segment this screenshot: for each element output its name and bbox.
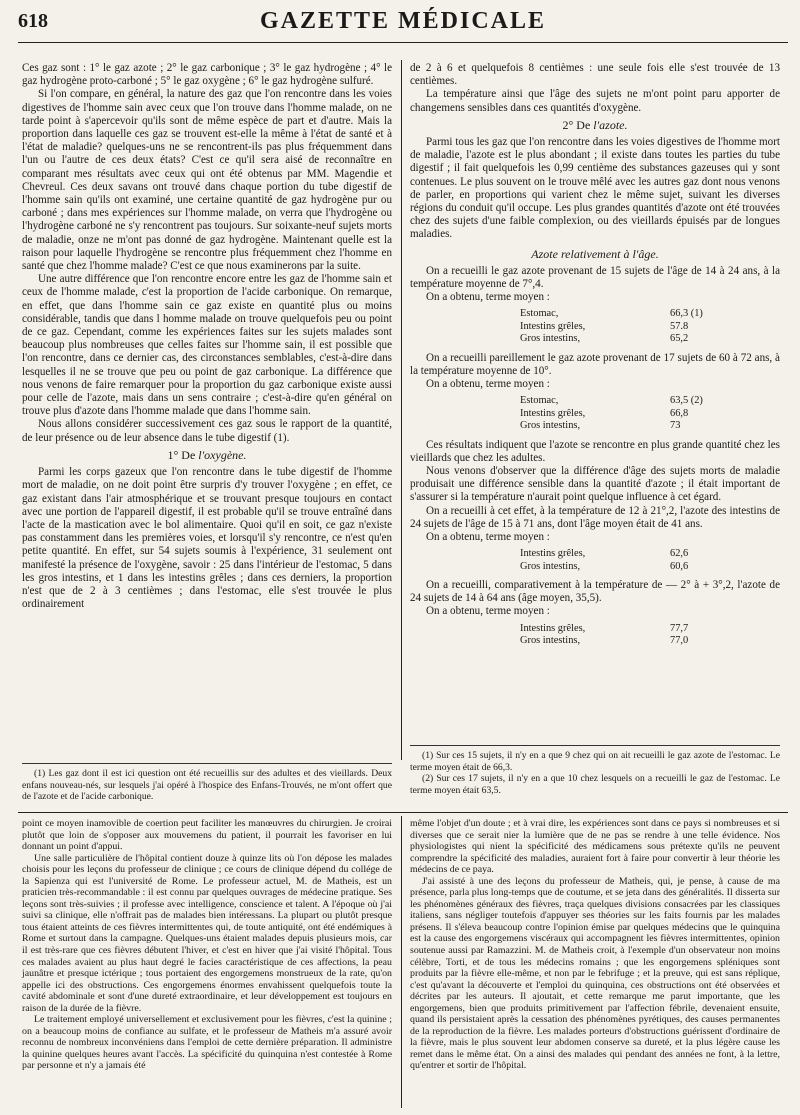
lower-left-column bbox=[22, 818, 392, 1072]
paragraph: Parmi les corps gazeux que l'on rencontre dans le tube digestif de l'homme mort de maladie, on ne doit point être surpris d'y trouver l'oxygène ; en effet, ce gaz existant dans l'air atmosphérique et se trouvant presque toujours en contact avec une portion de l'appareil digestif, il est probable qu'il se trouve entraîné dans l'acte de la mastication avec le bol alimentaire. Quoi qu'il en soit, ce gaz n'existe pas constamment dans les premières voies, et lorsqu'il s'y rencontre, ce n'est qu'en petite quantité. En effet, sur 54 sujets soumis à l'expérience, 31 seulement ont manifesté la présence de l'oxygène, savoir : 25 dans l'intérieur de l'estomac, 5 dans les gros intestins, et 1 dans les intestins grêles ; dans ces derniers, la proportion n'est que de 2 à 3 centièmes ; dans l'estomac, elle s'est trouvée le plus ordinairement bbox=[22, 466, 392, 611]
data-table-4 bbox=[520, 623, 780, 648]
paragraph: J'ai assisté à une des leçons du professeur de Matheis, qui, je pense, à cause de ma présence, parla plus long-temps que de coutume, et se jeta dans des généralités. Il disserta sur les phénomènes généraux des fièvres, traça quelques divisions consacrées par les classiques italiens, sans négliger toutefois d'appuyer ses théories sur les faits fournis par les malades présens. Il s'éleva beaucoup contre l'opinion émise par quelques médecins que le quinquina est la cause des engorgemens viscéraux qui accompagnent les fièvres intermittentes, opinion soutenue aussi par Ramazzini. M. de Matheis croit, à l'exemple d'un observateur non moins célèbre, Torti, et de tous les médecins romains ; que les engorgemens spléniques sont produits par la fièvre elle-même, et non par le febrifuge ; et la preuve, qui est sans réplique, c'est qu'avant la découverte et l'emploi du quinquina, ces obstructions ont été observées et décrites par les auteurs. Il ajoutait, et cette remarque me parut importante, que les engorgemens, bien que produits primitivement par l'affection fébrile, devenaient ensuite, quand ils persistaient après la cessation des phénomènes pyrétiques, des causes permanentes de la reproduction de la fièvre. Les malades porteurs d'obstructions guérissent d'ordinaire de la fièvre, mais le plus souvent leur abdomen conserve sa dureté, et la plus légère cause les remet dans le même état. On a ainsi des malades qui pendant des années ne font, à la lettre, qu'entrer et sortir de l'hôpital. bbox=[410, 875, 780, 1072]
data-table-3 bbox=[520, 548, 780, 573]
table-row: Gros intestins, 65,2 bbox=[520, 333, 689, 345]
paragraph: Le traitement employé universellement et exclusivement pour les fièvres, c'est la quinine ; on a beaucoup moins de confiance au sulfate, et le professeur de Matheis m'a assuré avoir reconnu de nombreux inconvéniens dans l'emploi de cette dernière préparation. Il administre la quinine quelques heures avant l'accès. La spécificité du quinquina n'est contestée à Rome par personne et n'y a jamais été bbox=[22, 1014, 392, 1072]
paragraph: Nous venons d'observer que la différence d'âge des sujets morts de maladie produisait une différence sensible dans la quantité d'azote ; il était important de s'assurer si la température n'aurait point quelque influence à cet égard. bbox=[410, 464, 780, 504]
section-rule bbox=[18, 812, 788, 813]
paragraph: Ces résultats indiquent que l'azote se rencontre en plus grande quantité chez les vieillards que chez les adultes. bbox=[410, 438, 780, 464]
paragraph: même l'objet d'un doute ; et à vrai dire, les expériences sont dans ce pays si nombreuses et si diverses que ce serait nier la lumière que de ne pas se rendre à une telle évidence. Nos physiologistes qui nient la spécificité des médicamens sous prétexte qu'ils ne peuvent comprendre la spécificité des maladies, auraient fort à faire pour convertir à leur théorie les médecins de ce paya. bbox=[410, 818, 780, 876]
table-row: Estomac, 63,5 (2) bbox=[520, 395, 703, 407]
section-heading-oxygen: 1° De l'oxygène. bbox=[167, 447, 247, 462]
table-row: Intestins grêles, 62,6 bbox=[520, 548, 689, 560]
footnote-text: (1) Les gaz dont il est ici question ont été recueillis sur des adultes et des vieillards. Deux enfans nouveau-nés, sur lesquels j'ai opéré à l'hospice des Enfans-Trouvés, ne m'ont offert que de l'azote et de l'acide carbonique. bbox=[22, 768, 392, 803]
section-heading-azote: 2° De l'azote. bbox=[562, 117, 628, 132]
data-table-2 bbox=[520, 395, 780, 432]
right-column bbox=[410, 62, 780, 653]
lower-right-column bbox=[410, 818, 780, 1072]
left-column bbox=[22, 62, 392, 611]
paragraph: de 2 à 6 et quelquefois 8 centièmes : une seule fois elle s'est trouvée de 13 centièmes. bbox=[410, 62, 780, 88]
paragraph: La température ainsi que l'âge des sujets ne m'ont point paru apporter de changemens sensibles dans ces quantités d'oxygène. bbox=[410, 88, 780, 114]
data-table-1 bbox=[520, 308, 780, 345]
table-row: Intestins grêles, 77,7 bbox=[520, 622, 689, 634]
paragraph: Ces gaz sont : 1° le gaz azote ; 2° le gaz carbonique ; 3° le gaz hydrogène ; 4° le gaz hydrogène proto-carboné ; 5° le gaz oxygène ; 6° le gaz hydrogène sulfuré. bbox=[22, 62, 392, 88]
paragraph: Une salle particulière de l'hôpital contient douze à quinze lits où l'on dépose les malades choisis pour les leçons du professeur de clinique ; ce cours de clinique dépend du collége de la Sapienza qui est l'université de Rome. Le professeur actuel, M. de Matheis, est un praticien très-recommandable : il est connu par quelques ouvrages de médecine pratique. Ses leçons sont très-suivies ; il professe avec intelligence, conscience et talent. A l'époque où j'ai suivi sa clinique, elle n'offrait pas de malades bien intéressans. La plupart ou plutôt presque tous étaient atteints de ces fièvres intermittentes qui, de toute antiquité, ont été endémiques à Rome et surtout dans la campagne. Quelques-uns étaient malades depuis plusieurs mois, car il est très-rare que ces fièvres débutent l'hiver, et c'est en hiver que j'ai visité l'hôpital. Tous ces malades avaient au plus haut degré le facies caractéristique de ces affections, la peau jaunâtre et presque ictérique ; tous portaient des engorgemens monstrueux de la rate, qu'on appelle ici des obstructions. Ces engorgemens énormes envahissent quelquefois toute la cavité abdominale et sont d'une dureté extraordinaire, et leur développement est toujours en raison de la durée de la fièvre. bbox=[22, 852, 392, 1014]
paragraph: On a recueilli pareillement le gaz azote provenant de 17 sujets de 60 à 72 ans, à la température moyenne de 10°. bbox=[410, 351, 780, 377]
paragraph: On a recueilli, comparativement à la température de — 2° à + 3°,2, l'azote de 24 sujets de 14 à 64 ans (âge moyen, 35,5). bbox=[410, 578, 780, 605]
paragraph: On a recueilli à cet effet, à la température de 12 à 21°,2, l'azote des intestins de 24 sujets de l'âge de 15 à 71 ans, dont l'âge moyen était de 41 ans. bbox=[410, 504, 780, 530]
table-row: Intestins grêles, 66,8 bbox=[520, 407, 689, 419]
footnote-rule-left bbox=[22, 763, 392, 764]
footnote-text: (2) Sur ces 17 sujets, il n'y en a que 10 chez lesquels on a recueilli le gaz de l'estomac. Le terme moyen était 63,5. bbox=[410, 773, 780, 796]
page-header bbox=[18, 6, 788, 40]
paragraph: On a obtenu, terme moyen : bbox=[426, 530, 550, 543]
paragraph: On a recueilli le gaz azote provenant de 15 sujets de l'âge de 14 à 24 ans, à la température moyenne de 7°,4. bbox=[410, 264, 780, 291]
paragraph: On a obtenu, terme moyen : bbox=[426, 291, 550, 304]
paragraph: On a obtenu, terme moyen : bbox=[426, 378, 550, 391]
header-rule bbox=[18, 42, 788, 43]
table-row: Gros intestins, 77,0 bbox=[520, 634, 689, 646]
table-row: Gros intestins, 60,6 bbox=[520, 560, 689, 572]
column-divider-upper bbox=[401, 60, 402, 760]
column-divider-lower bbox=[401, 816, 402, 1108]
table-row: Gros intestins, 73 bbox=[520, 420, 681, 432]
paragraph: On a obtenu, terme moyen : bbox=[426, 605, 550, 618]
footnote-rule-right bbox=[410, 745, 780, 746]
table-row: Estomac, 66,3 (1) bbox=[520, 308, 703, 320]
paragraph: Une autre différence que l'on rencontre encore entre les gaz de l'homme sain et ceux de l'homme malade, c'est la proportion de l'acide carbonique. On remarque, en effet, que dans l'homme sain ce gaz existe en quantité plus ou moins considérable, tandis que dans l homme malade on trouve quelquefois peu ou point de ce gaz. Cependant, comme les expériences faites sur les sujets malades sont beaucoup plus nombreuses que celles faites sur l'homme sain, il est possible que l'on rencontre, dans ce dernier cas, des circonstances semblables, c'est-à-dire dans lesquelles il ne se trouve que peu ou point de gaz carbonique. La différence que nous venons de faire remarquer pour la proportion du gaz carbonique existe aussi pour celle de l'azote, mais dans un sens contraire ; c'est-à-dire qu'en général on trouve plus d'azote dans l'homme malade que dans l'homme sain. bbox=[22, 273, 392, 418]
paragraph: Parmi tous les gaz que l'on rencontre dans les voies digestives de l'homme mort de maladie, l'azote est le plus abondant ; il existe dans toutes les parties du tube digestif ; il fait quelquefois les 0,99 centième des substances gazeuses qui y sont contenues. Le plus souvent on le trouve mêlé avec les autres gaz dont nous venons de parler, en proportions qui varient chez le même sujet, suivant les diverses régions du conduit qu'il occupe. Les plus grandes quantités d'azote ont été trouvées chez des sujets d'une faible complexion, ou des vieillards épuisés par de longues maladies. bbox=[410, 136, 780, 241]
footnote-text: (1) Sur ces 15 sujets, il n'y en a que 9 chez qui on ait recueilli le gaz azote de l'estomac. Le terme moyen était de 66,3. bbox=[410, 750, 780, 773]
footnote-left bbox=[22, 768, 392, 803]
subheading-azote-age: Azote relativement à l'âge. bbox=[531, 246, 659, 261]
table-row: Intestins grêles, 57.8 bbox=[520, 320, 689, 332]
paragraph: Nous allons considérer successivement ces gaz sous le rapport de la quantité, de leur présence ou de leur absence dans le tube digestif (1). bbox=[22, 418, 392, 444]
paragraph: Si l'on compare, en général, la nature des gaz que l'on rencontre dans les voies digestives de l'homme sain avec ceux que l'on trouve dans l'homme malade, on ne tarde point à s'apercevoir qu'ils sont de même espèce de part et d'autre. Mais la proportion dans laquelle ces gaz se trouvent est-elle la même à l'état de santé et à l'état de maladie? quelques-uns ne se rencontrent-ils pas plus fréquemment dans l'un ou l'autre de ces deux états? C'est ce qu'il sera aisé de reconnaître en comparant mes résultats avec ceux qui ont été obtenus par MM. Magendie et Chevreul. Ces deux savans ont trouvé dans chaque portion du tube digestif de l'homme sain qu'ils ont examiné, une certaine quantité de gaz hydrogène pur ou carboné ; dans mes expériences sur l'homme malade, on verra que l'hydrogène ou l'hydrogène carboné ne s'y rencontrent pas toujours. Sur soixante-neuf sujets morts de maladie, onze ne m'ont pas donné de gaz hydrogène. Maintenant quelle est la raison pour laquelle l'hydrogène se rencontre plus fréquemment chez l'homme en santé que chez l'homme malade? C'est ce que nous examinerons par la suite. bbox=[22, 88, 392, 273]
footnotes-right bbox=[410, 750, 780, 796]
page-number: 618 bbox=[18, 10, 48, 32]
paragraph: point ce moyen inamovible de coertion peut faciliter les manœuvres du chirurgien. Je croirai plutôt que loin de s'opposer aux mouvemens du patient, il pourrait les favoriser en lui donnant un point d'appui. bbox=[22, 818, 392, 853]
journal-title: GAZETTE MÉDICALE bbox=[259, 8, 547, 34]
